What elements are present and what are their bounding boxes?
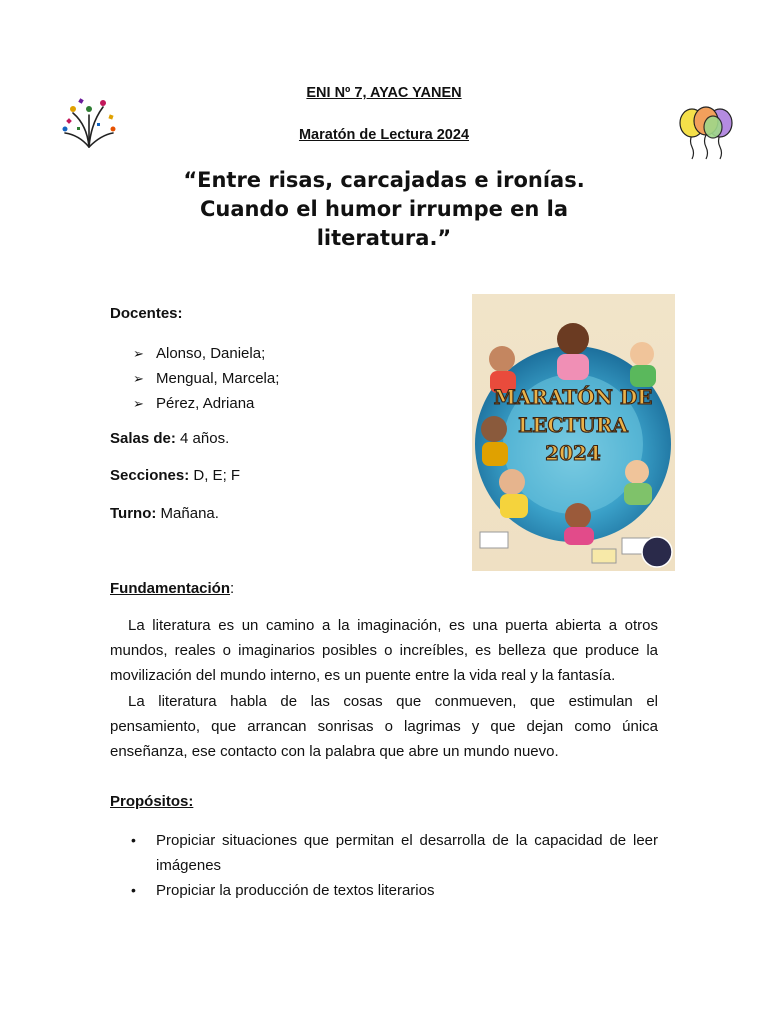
list-item: ➢ Alonso, Daniela; bbox=[133, 344, 266, 362]
cover-title-line-3: 2024 bbox=[545, 441, 601, 465]
school-name: ENI Nº 7, AYAC YANEN bbox=[306, 85, 462, 101]
list-item: ➢ Pérez, Adriana bbox=[133, 394, 255, 412]
docentes-label: Docentes: bbox=[110, 305, 183, 322]
list-item: • Propiciar situaciones que permitan el desarrolla de la capacidad de leer imágenes bbox=[131, 828, 658, 878]
propositos-heading: Propósitos: bbox=[110, 793, 194, 810]
fundamentacion-heading: Fundamentación: bbox=[110, 580, 235, 597]
paragraph: La literatura es un camino a la imaginación, es una puerta abierta a otros mundos, reales o imaginarios posibles o increíbles, es belleza que produce la movilización del mundo interno, es un puente entre la vida real y la fantasía. bbox=[110, 617, 658, 685]
salas-line: Salas de: 4 años. bbox=[110, 430, 230, 447]
bullet-icon: • bbox=[131, 882, 136, 899]
secciones-line: Secciones: D, E; F bbox=[110, 467, 241, 484]
title-line-1: “Entre risas, carcajadas e ironías. bbox=[183, 168, 585, 192]
bullet-icon: • bbox=[131, 832, 136, 848]
paragraph: La literatura habla de las cosas que conmueven, que estimulan el pensamiento, que arrancan sonrisas o lagrimas y que dejan como única enseñanza, ese contacto con la palabra que abre un mundo nuevo. bbox=[110, 692, 658, 761]
event-name: Maratón de Lectura 2024 bbox=[298, 127, 470, 143]
cover-title-line-1: MARATÓN DE bbox=[493, 385, 653, 409]
turno-line: Turno: Mañana. bbox=[110, 505, 219, 522]
arrow-bullet-icon: ➢ bbox=[133, 395, 144, 411]
list-item: • Propiciar la producción de textos literarios bbox=[131, 878, 658, 903]
cover-title-line-2: LECTURA bbox=[518, 413, 628, 437]
book-cover-image bbox=[472, 294, 675, 571]
propositos-list bbox=[131, 828, 658, 904]
list-item: ➢ Mengual, Marcela; bbox=[133, 369, 280, 387]
title-line-3: literatura.” bbox=[316, 226, 452, 250]
docentes-list bbox=[133, 341, 279, 416]
title-line-2: Cuando el humor irrumpe en la bbox=[199, 197, 569, 221]
main-title bbox=[150, 166, 618, 253]
fundamentacion-text bbox=[110, 613, 658, 764]
arrow-bullet-icon: ➢ bbox=[133, 370, 144, 386]
arrow-bullet-icon: ➢ bbox=[133, 345, 144, 361]
